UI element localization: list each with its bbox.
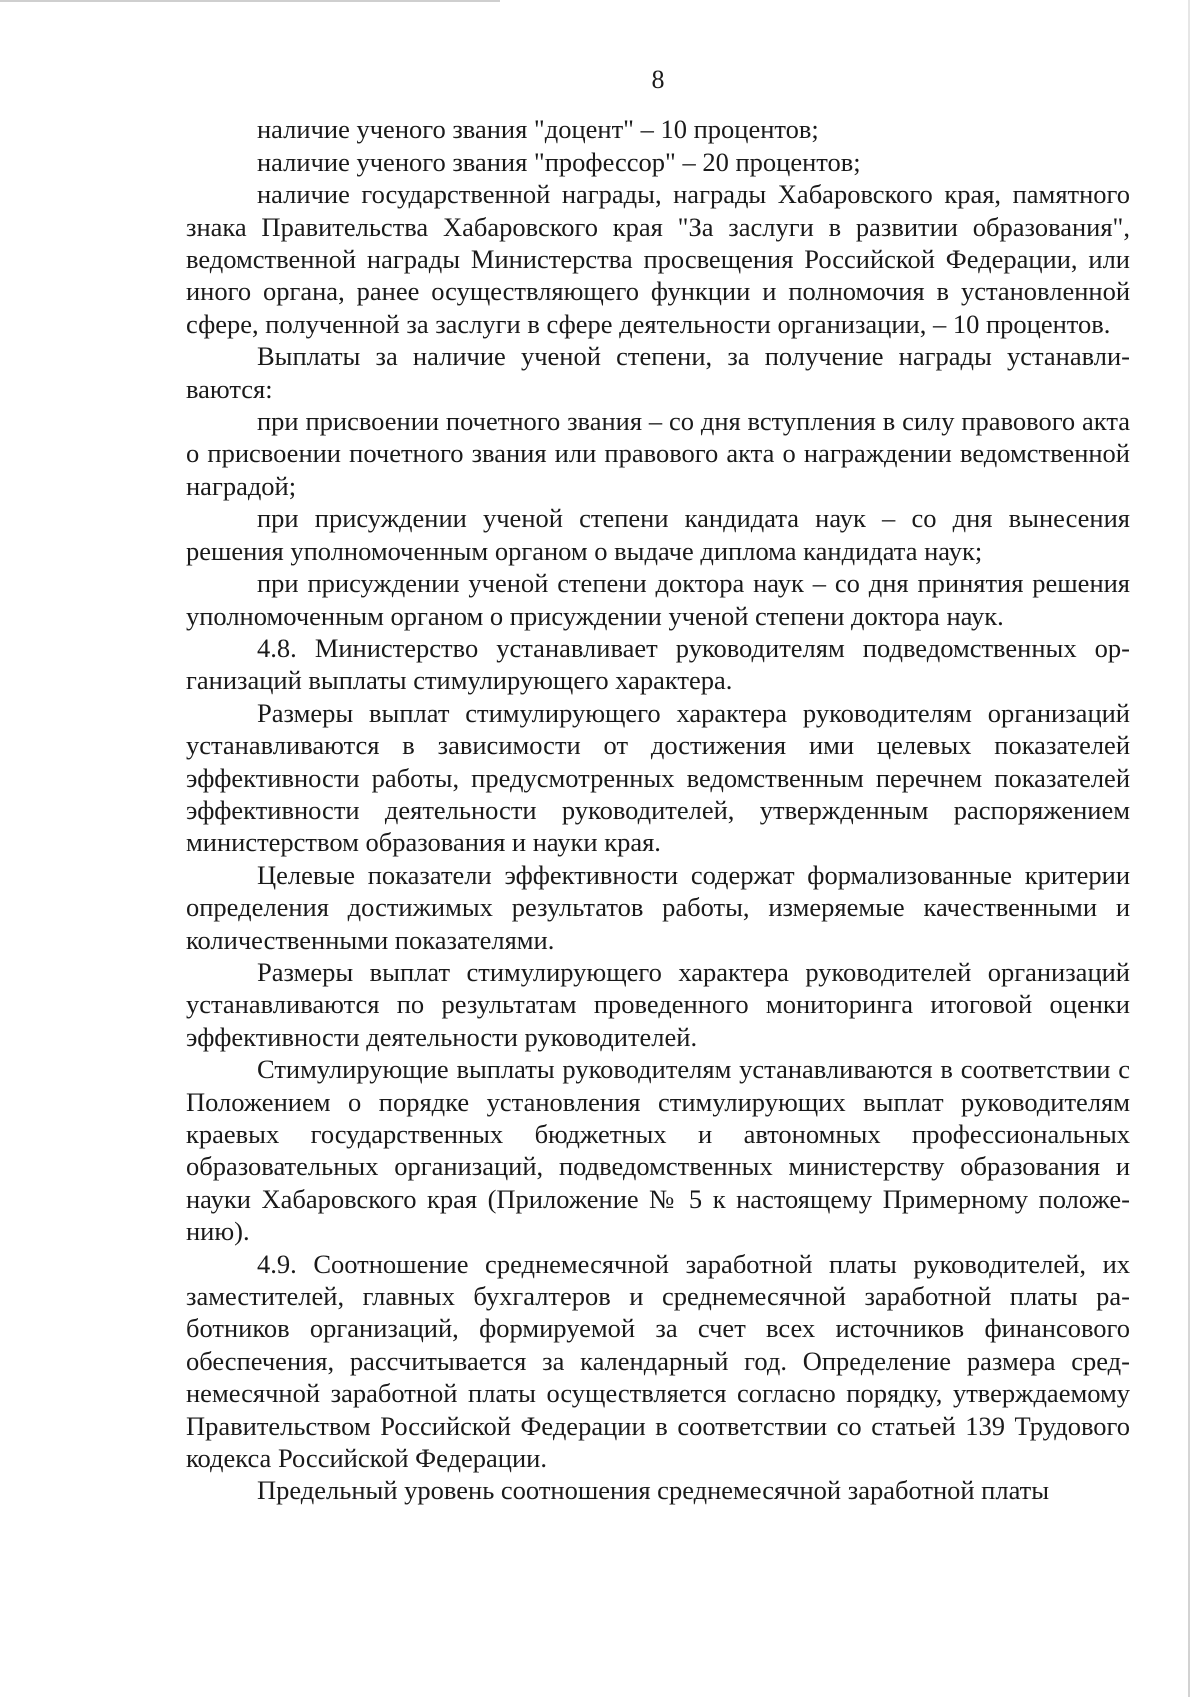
scan-border-right (1188, 0, 1190, 1697)
document-page (186, 64, 1130, 1507)
paragraph-payments-established: Выплаты за наличие ученой степени, за получение награды устанавливаются: (186, 341, 1130, 404)
paragraph-monitoring-results: Размеры выплат стимулирующего характера руководителей организаций устанавливаются по результатам проведенного мониторинга итоговой оценки эффективности деятельности руководителей. (186, 956, 1130, 1052)
paragraph-section-4-9: 4.9. Соотношение среднемесячной заработной платы руководителей, их заместителей, главных бухгалтеров и среднемесячной заработной платы работников организаций, формируемой за счет всех источников финансового обеспечения, рассчитывается за календарный год. Определение размера среднемесячной заработной платы осуществляется согласно порядку, утверждаемому Правительством Российской Федерации в соответствии со статьей 139 Трудового кодекса Российской Федерации. (186, 1248, 1130, 1474)
paragraph-state-award: наличие государственной награды, награды Хабаровского края, памятного знака Правительства Хабаровского края "За заслуги в развитии образования", ведомственной награды Министерства просвещения Российской Федерации, или иного органа, ранее осуществляющего функции и полномочия в установленной сфере, полученной за заслуги в сфере деятельности организации, – 10 процентов. (186, 179, 1130, 339)
paragraph-honorary-title: при присвоении почетного звания – со дня вступления в силу правового акта о присвоении почетного звания или правового акта о награждении ведомственной наградой; (186, 406, 1130, 501)
paragraph-stimulating-sizes: Размеры выплат стимулирующего характера руководителям организаций устанавливаются в зависимости от достижения ими целевых показателей эффективности работы, предусмотренных ведомственным перечнем показателей эффективности деятельности руководителей, утвержденным распоряжением министерством образования и науки края. (186, 697, 1130, 858)
scan-border-top (0, 0, 500, 2)
paragraph-candidate-degree: при присуждении ученой степени кандидата наук – со дня вынесения решения уполномоченным органом о выдаче диплома кандидата наук; (186, 503, 1130, 566)
page-number: 8 (651, 65, 665, 94)
paragraph-docent: наличие ученого звания "доцент" – 10 процентов; (257, 114, 819, 145)
paragraph-target-indicators: Целевые показатели эффективности содержат формализованные критерии определения достижимых результатов работы, измеряемые качественными и количественными показателями. (186, 859, 1130, 955)
paragraph-section-4-8: 4.8. Министерство устанавливает руководителям подведомственных организаций выплаты стимулирующего характера. (186, 632, 1130, 696)
paragraph-professor: наличие ученого звания "профессор" – 20 процентов; (257, 146, 861, 177)
paragraph-limit-level: Предельный уровень соотношения среднемесячной заработной платы (257, 1475, 1050, 1506)
paragraph-regulation-reference: Стимулирующие выплаты руководителям устанавливаются в соответствии с Положением о порядке установления стимулирующих выплат руководителям краевых государственных бюджетных и автономных профессиональных образовательных организаций, подведомственных министерству образования и науки Хабаровского края (Приложение № 5 к настоящему Примерному положению). (186, 1054, 1130, 1247)
paragraph-doctor-degree: при присуждении ученой степени доктора наук – со дня принятия решения уполномоченным органом о присуждении ученой степени доктора наук. (186, 568, 1130, 631)
